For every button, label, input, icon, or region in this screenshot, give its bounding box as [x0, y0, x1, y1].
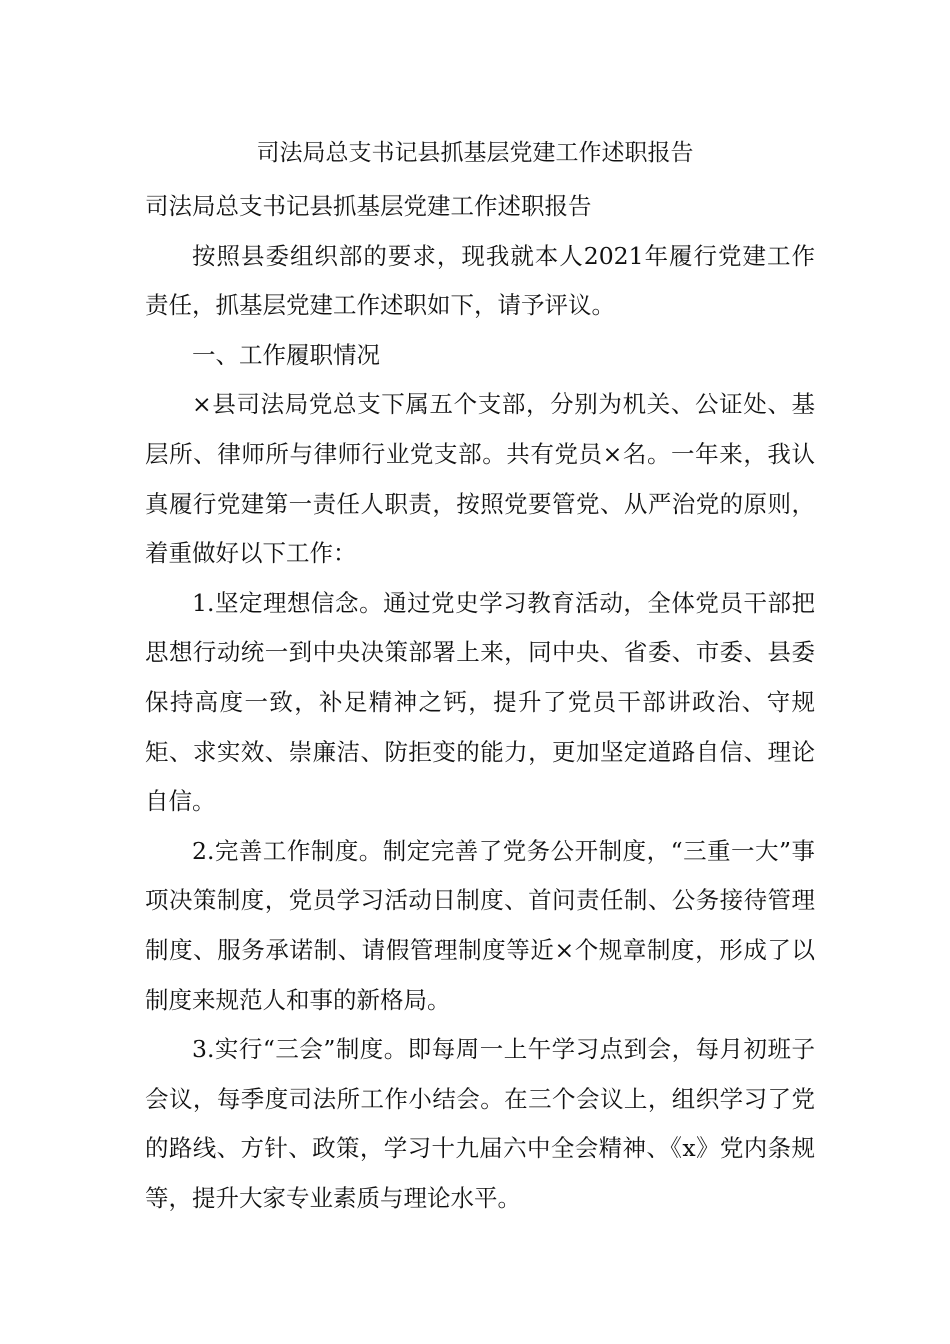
section-heading: 一、工作履职情况	[192, 340, 380, 369]
subtitle-paragraph: 司法局总支书记县抓基层党建工作述职报告	[145, 192, 592, 220]
item-1-paragraph: 1.坚定理想信念。通过党史学习教育活动，全体党员干部把思想行动统一到中央决策部署上来，同中央、省委、市委、县委保持高度一致，补足精神之钙，提升了党员干部讲政治、守规矩、求实效、崇廉洁、防拒变的能力，更加坚定道路自信、理论自信。	[145, 588, 815, 816]
document-title: 司法局总支书记县抓基层党建工作述职报告	[256, 140, 694, 166]
overview-paragraph: ×县司法局党总支下属五个支部，分别为机关、公证处、基层所、律师所与律师行业党支部。共有党员×名。一年来，我认真履行党建第一责任人职责，按照党要管党、从严治党的原则，着重做好以下工作：	[145, 390, 815, 568]
item-2-paragraph: 2.完善工作制度。制定完善了党务公开制度，“三重一大”事项决策制度，党员学习活动日制度、首问责任制、公务接待管理制度、服务承诺制、请假管理制度等近×个规章制度，形成了以制度来规范人和事的新格局。	[145, 836, 815, 1014]
intro-paragraph: 按照县委组织部的要求，现我就本人2021年履行党建工作责任，抓基层党建工作述职如下，请予评议。	[145, 241, 815, 320]
document-body	[145, 182, 815, 1223]
item-3-paragraph: 3.实行“三会”制度。即每周一上午学习点到会，每月初班子会议，每季度司法所工作小结会。在三个会议上，组织学习了党的路线、方针、政策，学习十九届六中全会精神、《x》党内条规等，提升大家专业素质与理论水平。	[145, 1035, 815, 1212]
